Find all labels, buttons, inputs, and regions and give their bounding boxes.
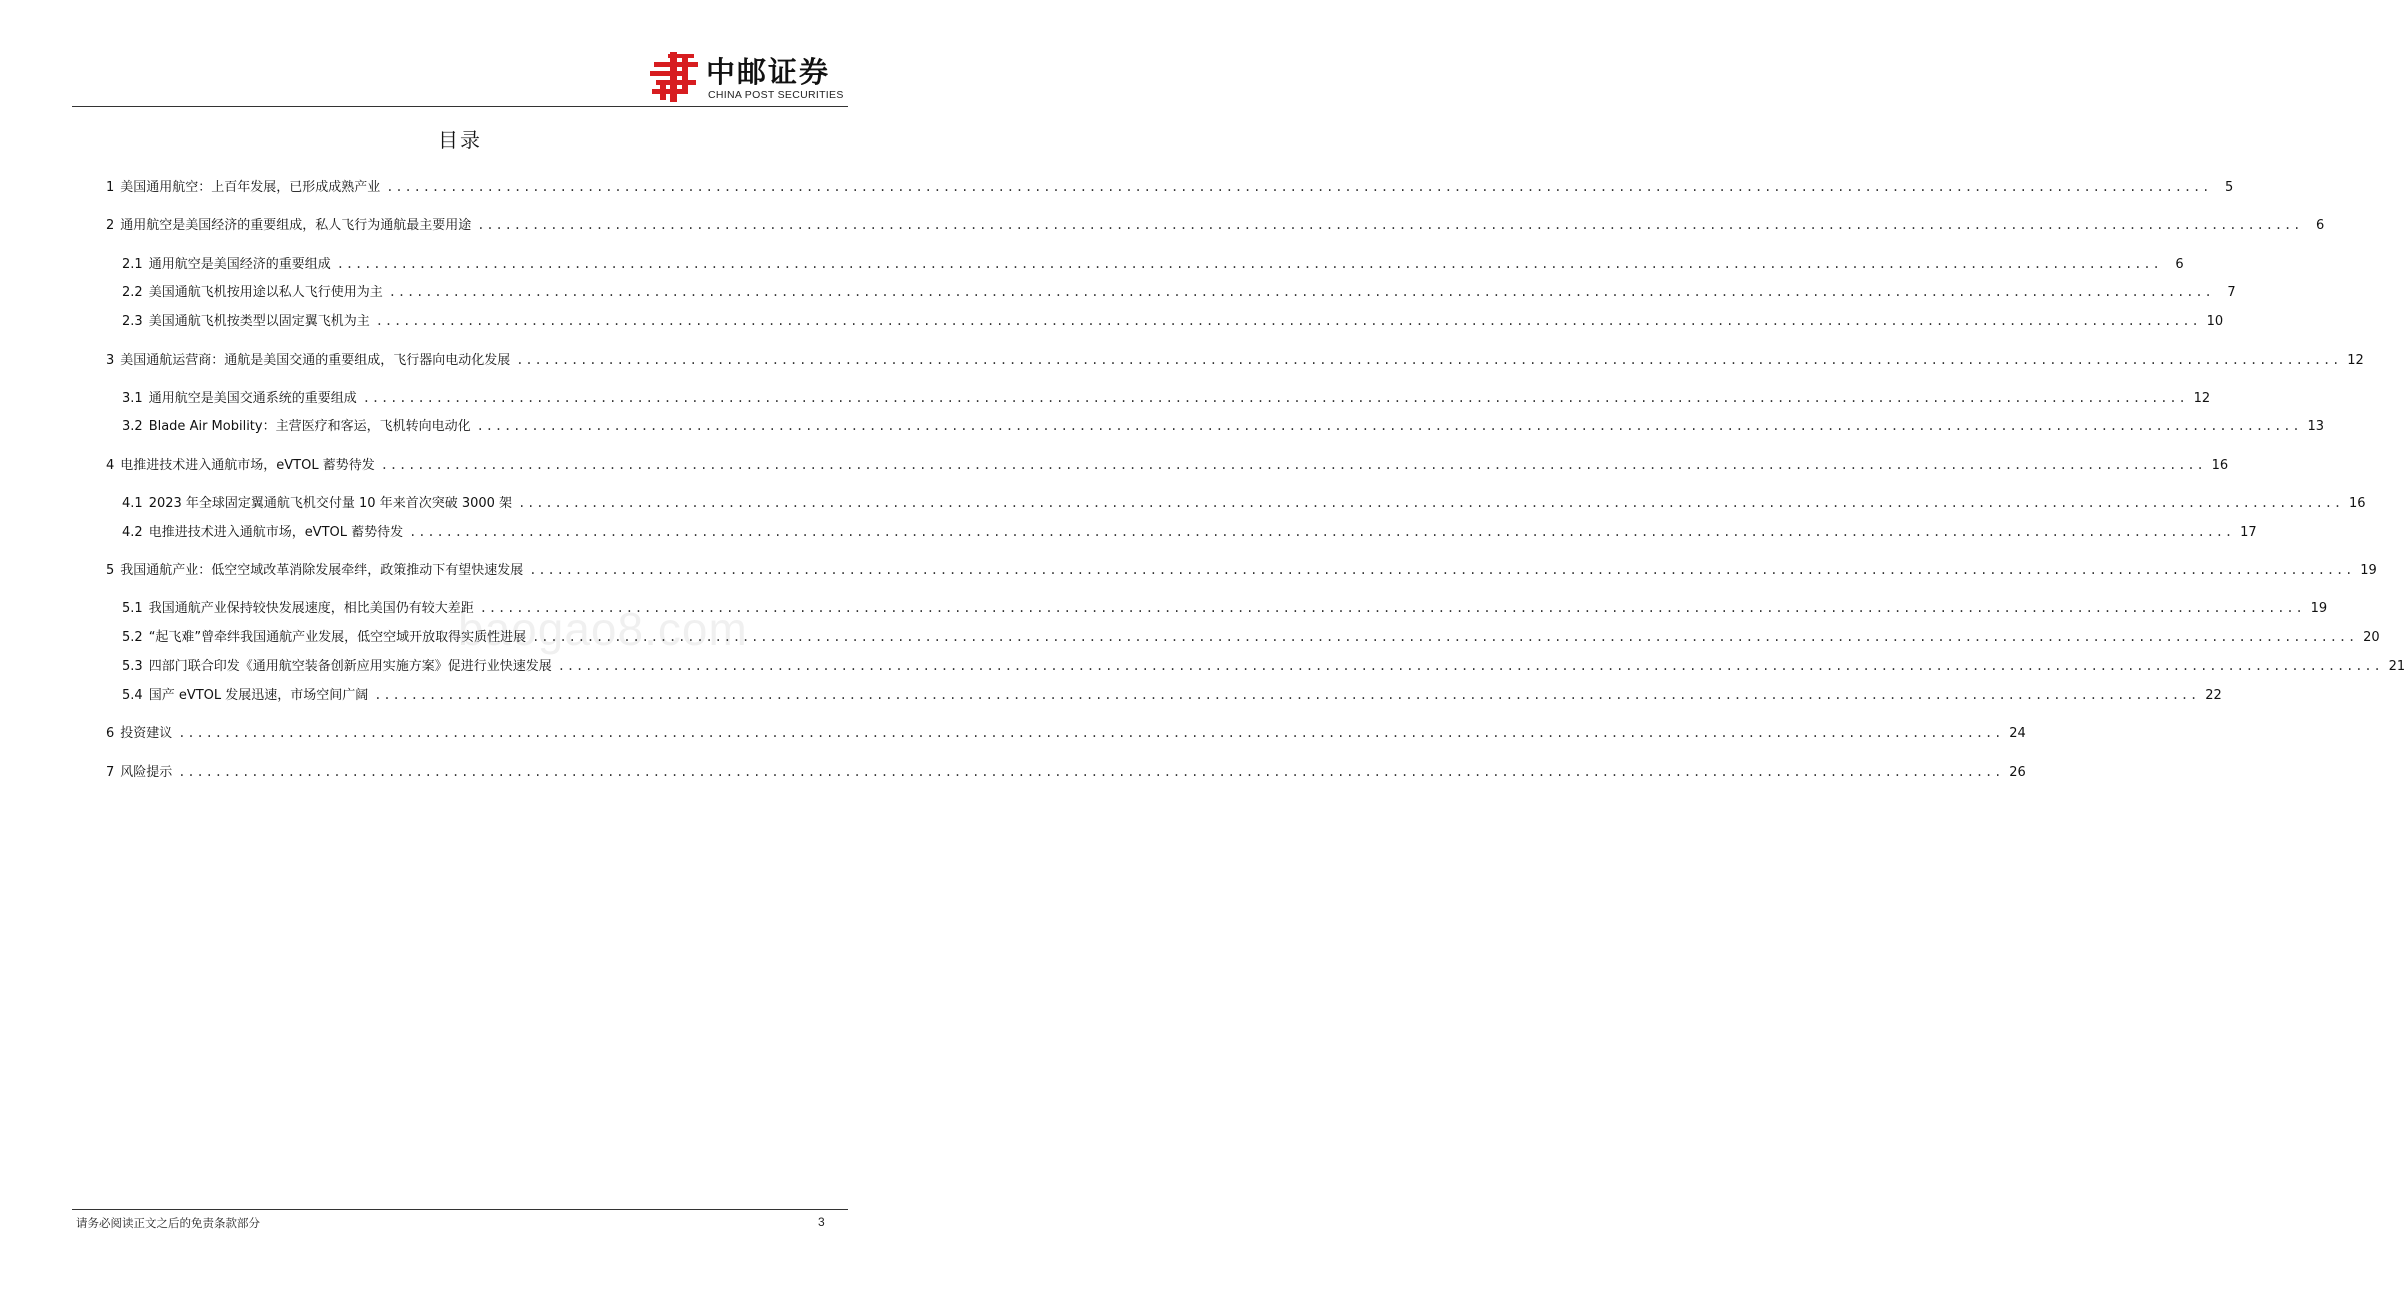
- toc-entry-number: 5.2: [122, 630, 143, 645]
- toc-entry-number: 4.1: [122, 496, 143, 511]
- toc-entry[interactable]: [122, 387, 2211, 409]
- toc-entry-title: 风险提示: [120, 765, 173, 780]
- footer-disclaimer: 请务必阅读正文之后的免责条款部分: [76, 1216, 260, 1230]
- toc-entry[interactable]: [106, 722, 2026, 744]
- toc-entry-number: 3.1: [122, 391, 143, 406]
- toc-entry-number: 4.2: [122, 525, 143, 540]
- toc-dot-leader: ........................................................................................................................................................................................................: [386, 180, 2212, 194]
- toc-entry[interactable]: [106, 176, 2234, 198]
- toc-entry[interactable]: [122, 492, 2366, 514]
- toc-entry[interactable]: [122, 281, 2236, 303]
- toc-entry-number: 3.2: [122, 419, 143, 434]
- toc-entry-title: 电推进技术进入通航市场，eVTOL 蓄势待发: [120, 458, 375, 473]
- toc-entry[interactable]: [106, 349, 2364, 371]
- toc-entry-page: 13: [2307, 419, 2325, 434]
- toc-dot-leader: ........................................................................................................................................................................................................: [532, 630, 2358, 644]
- toc-entry-number: 2.2: [122, 285, 143, 300]
- toc-entry[interactable]: [106, 454, 2229, 476]
- toc-entry[interactable]: [106, 761, 2026, 783]
- toc-entry-number: 4: [106, 458, 115, 473]
- toc-entry-number: 3: [106, 353, 115, 368]
- toc-entry-title: 美国通用航空：上百年发展，已形成成熟产业: [120, 180, 381, 195]
- toc-entry-number: 2.1: [122, 257, 143, 272]
- toc-entry-title: 通用航空是美国经济的重要组成，私人飞行为通航最主要用途: [120, 218, 472, 233]
- toc-entry-title: 美国通航飞机按用途以私人飞行使用为主: [148, 285, 383, 300]
- toc-entry-page: 16: [2348, 496, 2366, 511]
- toc-entry-page: 17: [2240, 525, 2257, 540]
- toc-entry-title: 电推进技术进入通航市场，eVTOL 蓄势待发: [148, 525, 404, 540]
- toc-entry-title: 美国通航飞机按类型以固定翼飞机为主: [148, 314, 370, 329]
- toc-entry-page: 26: [2009, 765, 2026, 780]
- toc-entry-number: 2.3: [122, 314, 143, 329]
- toc-entry[interactable]: [122, 253, 2184, 275]
- toc-dot-leader: ........................................................................................................................................................................................................: [374, 688, 2200, 702]
- toc-entry-page: 12: [2347, 353, 2364, 368]
- toc-entry-page: 12: [2193, 391, 2211, 406]
- toc-dot-leader: ........................................................................................................................................................................................................: [518, 496, 2343, 510]
- toc-entry-number: 7: [106, 765, 115, 780]
- toc-dot-leader: ........................................................................................................................................................................................................: [479, 601, 2305, 615]
- toc-entry-number: 1: [106, 180, 115, 195]
- toc-dot-leader: ........................................................................................................................................................................................................: [477, 218, 2303, 232]
- page-title: 目录: [438, 128, 482, 152]
- toc-entry-number: 5.3: [122, 659, 143, 674]
- toc-entry-page: 10: [2206, 314, 2224, 329]
- toc-entry-title: Blade Air Mobility：主营医疗和客运，飞机转向电动化: [148, 419, 471, 434]
- toc-entry-title: 通用航空是美国经济的重要组成: [148, 257, 331, 272]
- toc-entry-page: 6: [2175, 257, 2184, 272]
- toc-entry[interactable]: [122, 521, 2257, 543]
- toc-dot-leader: ........................................................................................................................................................................................................: [178, 765, 2004, 779]
- toc-entry-page: 20: [2363, 630, 2380, 645]
- toc-entry-number: 6: [106, 726, 115, 741]
- toc-entry-page: 21: [2388, 659, 2405, 674]
- toc-entry[interactable]: [122, 655, 2405, 677]
- toc-entry[interactable]: [122, 310, 2224, 332]
- toc-entry-title: 我国通航产业：低空空域改革消除发展牵绊，政策推动下有望快速发展: [120, 563, 524, 578]
- toc-dot-leader: ........................................................................................................................................................................................................: [388, 285, 2214, 299]
- brand-name-chinese: 中邮证券: [706, 55, 831, 89]
- brand-name-english: CHINA POST SECURITIES: [708, 89, 844, 101]
- toc-entry-number: 5: [106, 563, 115, 578]
- footer-divider: [72, 1209, 848, 1210]
- toc-entry[interactable]: [122, 415, 2325, 437]
- toc-entry[interactable]: [106, 559, 2377, 581]
- watermark: baogao8.com: [458, 603, 748, 655]
- toc-entry-title: 2023 年全球固定翼通航飞机交付量 10 年来首次突破 3000 架: [148, 496, 513, 511]
- toc-entry-title: 我国通航产业保持较快发展速度，相比美国仍有较大差距: [148, 601, 474, 616]
- toc-entry-page: 24: [2009, 726, 2026, 741]
- toc-entry-page: 22: [2205, 688, 2222, 703]
- toc-entry-title: “起飞难”曾牵绊我国通航产业发展，低空空域开放取得实质性进展: [148, 630, 527, 645]
- toc-dot-leader: ........................................................................................................................................................................................................: [516, 353, 2342, 367]
- toc-entry-page: 19: [2310, 601, 2328, 616]
- toc-entry-page: 19: [2360, 563, 2377, 578]
- toc-dot-leader: ........................................................................................................................................................................................................: [380, 458, 2206, 472]
- toc-dot-leader: ........................................................................................................................................................................................................: [362, 391, 2188, 405]
- toc-entry-page: 6: [2315, 218, 2325, 233]
- toc-entry-title: 投资建议: [120, 726, 173, 741]
- toc-entry[interactable]: [122, 684, 2222, 706]
- toc-dot-leader: ........................................................................................................................................................................................................: [178, 726, 2004, 740]
- toc-entry-page: 7: [2227, 285, 2236, 300]
- toc-entry-title: 国产 eVTOL 发展迅速，市场空间广阔: [148, 688, 369, 703]
- toc-entry-title: 四部门联合印发《通用航空装备创新应用实施方案》促进行业快速发展: [148, 659, 552, 674]
- toc-entry[interactable]: [106, 214, 2325, 236]
- toc-dot-leader: ........................................................................................................................................................................................................: [529, 563, 2355, 577]
- toc-dot-leader: ........................................................................................................................................................................................................: [409, 525, 2235, 539]
- toc-dot-leader: ........................................................................................................................................................................................................: [375, 314, 2201, 328]
- toc-dot-leader: ........................................................................................................................................................................................................: [557, 659, 2383, 673]
- toc-entry-page: 16: [2211, 458, 2229, 473]
- toc-entry-number: 2: [106, 218, 115, 233]
- footer-page-number: 3: [818, 1215, 825, 1229]
- toc-entry-title: 美国通航运营商：通航是美国交通的重要组成，飞行器向电动化发展: [120, 353, 511, 368]
- toc-entry-title: 通用航空是美国交通系统的重要组成: [148, 391, 357, 406]
- toc-dot-leader: ........................................................................................................................................................................................................: [336, 257, 2162, 271]
- toc-entry-number: 5.4: [122, 688, 143, 703]
- toc-entry-number: 5.1: [122, 601, 143, 616]
- toc-entry-page: 5: [2224, 180, 2234, 195]
- toc-dot-leader: ........................................................................................................................................................................................................: [476, 419, 2302, 433]
